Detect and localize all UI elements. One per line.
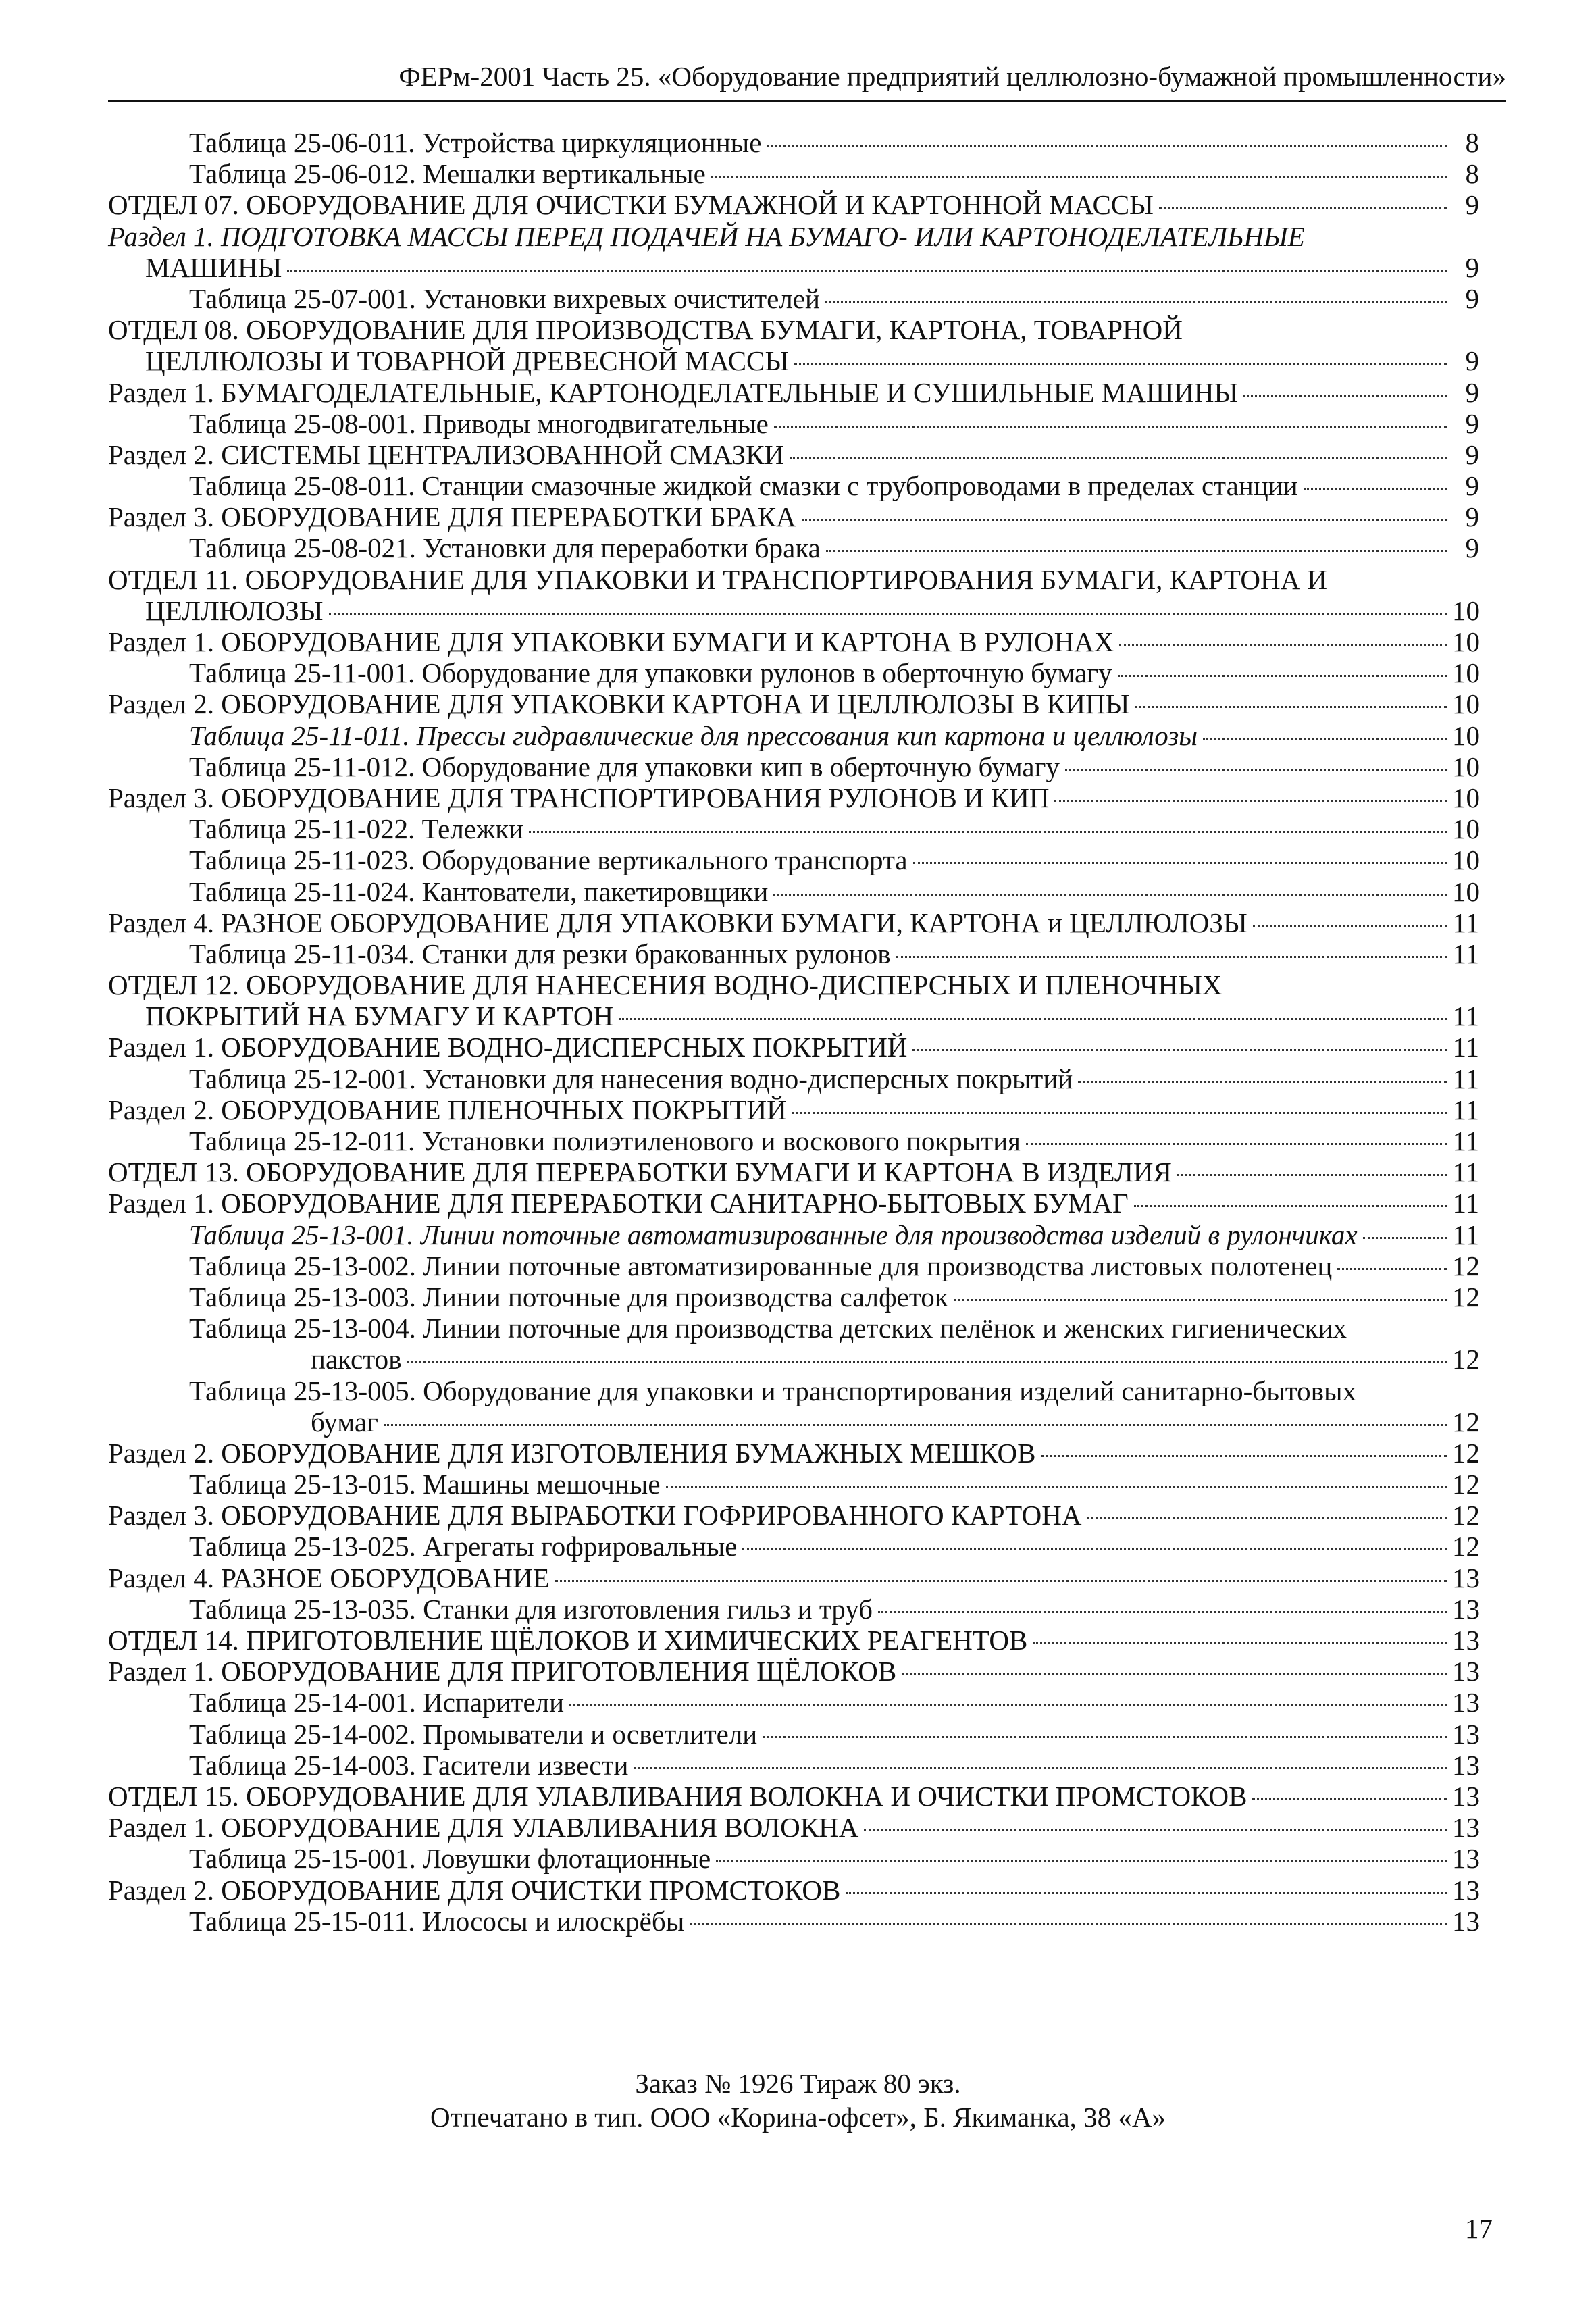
toc-entry-title: Раздел 3. ОБОРУДОВАНИЕ ДЛЯ ВЫРАБОТКИ ГОФРИРОВАННОГО КАРТОНА (108, 1500, 1082, 1531)
toc-dot-leader (529, 831, 1447, 833)
toc-dot-leader (794, 363, 1447, 365)
toc-entry (108, 1500, 1479, 1531)
toc-entry-title: Раздел 1. ОБОРУДОВАНИЕ ДЛЯ ПРИГОТОВЛЕНИЯ ЩЁЛОКОВ (108, 1656, 897, 1687)
toc-entry-title: Таблица 25-14-001. Испарители (189, 1687, 565, 1719)
toc-entry-page: 13 (1452, 1843, 1480, 1875)
toc-entry (108, 751, 1479, 782)
toc-entry (108, 657, 1479, 688)
toc-entry (108, 1438, 1479, 1469)
toc-entry-title: Таблица 25-13-025. Агрегаты гофрировальные (189, 1531, 738, 1562)
toc-entry-page: 11 (1452, 1094, 1479, 1125)
toc-entry (108, 1625, 1479, 1656)
toc-entry-title: Раздел 1. ПОДГОТОВКА МАССЫ ПЕРЕД ПОДАЧЕЙ НА БУМАГО- ИЛИ КАРТОНОДЕЛАТЕЛЬНЫЕ (108, 220, 1305, 252)
toc-entry (108, 345, 1479, 376)
toc-dot-leader (1033, 1642, 1447, 1644)
toc-entry (108, 688, 1479, 719)
toc-dot-leader (1134, 1205, 1447, 1207)
toc-entry (108, 782, 1479, 813)
toc-entry (108, 1469, 1479, 1500)
toc-entry (108, 844, 1479, 875)
toc-entry-page: 9 (1465, 438, 1479, 470)
toc-dot-leader (619, 1018, 1447, 1020)
toc-entry-page: 12 (1452, 1281, 1480, 1313)
toc-dot-leader (742, 1548, 1447, 1550)
page-number: 17 (1465, 2213, 1493, 2244)
toc-entry-page: 13 (1452, 1687, 1480, 1719)
toc-entry-page: 12 (1452, 1437, 1480, 1469)
toc-entry-page: 13 (1452, 1749, 1480, 1781)
toc-entry (108, 876, 1479, 907)
toc-entry-title: Таблица 25-08-001. Приводы многодвигательные (189, 407, 769, 439)
toc-entry (108, 907, 1479, 938)
toc-entry-title: Раздел 2. ОБОРУДОВАНИЕ ДЛЯ ОЧИСТКИ ПРОМСТОКОВ (108, 1874, 841, 1906)
toc-entry (108, 1750, 1479, 1781)
toc-entry-page: 9 (1465, 470, 1479, 502)
toc-entry (108, 1812, 1479, 1843)
toc-dot-leader (802, 519, 1447, 521)
toc-entry-title: Таблица 25-11-024. Кантователи, пакетировщики (189, 875, 769, 907)
toc-entry (108, 1906, 1479, 1937)
toc-entry-title: Раздел 1. ОБОРУДОВАНИЕ ВОДНО-ДИСПЕРСНЫХ ПОКРЫТИЙ (108, 1032, 908, 1063)
toc-dot-leader (792, 1112, 1447, 1114)
toc-entry-title: Раздел 3. ОБОРУДОВАНИЕ ДЛЯ ПЕРЕРАБОТКИ БРАКА (108, 501, 796, 533)
print-order-line: Заказ № 1926 Тираж 80 экз. (635, 2068, 961, 2099)
toc-entry-page: 9 (1465, 532, 1479, 564)
toc-entry-page: 10 (1452, 875, 1480, 907)
toc-dot-leader (790, 457, 1447, 459)
toc-entry-page: 13 (1452, 1780, 1480, 1812)
toc-entry-title: Раздел 1. ОБОРУДОВАНИЕ ДЛЯ УЛАВЛИВАНИЯ ВОЛОКНА (108, 1812, 859, 1844)
toc-dot-leader (711, 176, 1447, 178)
toc-entry (108, 252, 1479, 283)
toc-entry-title: Таблица 25-12-001. Установки для нанесения водно-дисперсных покрытий (189, 1063, 1073, 1094)
toc-entry-title: ОТДЕЛ 07. ОБОРУДОВАНИЕ ДЛЯ ОЧИСТКИ БУМАЖНОЙ И КАРТОННОЙ МАССЫ (108, 189, 1154, 221)
toc-dot-leader (912, 1049, 1447, 1051)
toc-dot-leader (1159, 207, 1447, 209)
toc-entry (108, 189, 1479, 220)
toc-entry (108, 1156, 1479, 1188)
toc-dot-leader (913, 862, 1447, 864)
toc-dot-leader (773, 894, 1447, 896)
toc-entry-title: бумаг (311, 1406, 378, 1438)
toc-dot-leader (864, 1829, 1447, 1831)
toc-entry (108, 1875, 1479, 1906)
toc-entry-page: 13 (1452, 1593, 1480, 1625)
toc-entry-title: Раздел 2. СИСТЕМЫ ЦЕНТРАЛИЗОВАННОЙ СМАЗКИ (108, 438, 785, 470)
toc-entry-title: ОТДЕЛ 15. ОБОРУДОВАНИЕ ДЛЯ УЛАВЛИВАНИЯ ВОЛОКНА И ОЧИСТКИ ПРОМСТОКОВ (108, 1780, 1247, 1812)
toc-dot-leader (846, 1892, 1447, 1894)
toc-entry (108, 1687, 1479, 1718)
toc-entry-page: 9 (1465, 251, 1479, 283)
toc-entry (108, 501, 1479, 532)
toc-entry-title: Таблица 25-13-002. Линии поточные автоматизированные для производства листовых полотенец (189, 1250, 1333, 1281)
running-header: ФЕРм-2001 Часть 25. «Оборудование предприятий целлюлозно-бумажной промышленности» (108, 53, 1506, 102)
toc-entry-page: 13 (1452, 1625, 1480, 1656)
toc-dot-leader (1054, 800, 1447, 802)
toc-dot-leader (1087, 1517, 1447, 1519)
toc-entry-page: 10 (1452, 594, 1480, 626)
toc-entry-page: 13 (1452, 1562, 1480, 1594)
toc-dot-leader (1363, 1237, 1447, 1239)
toc-entry (108, 1719, 1479, 1750)
toc-entry-title: Таблица 25-13-035. Станки для изготовления гильз и труб (189, 1593, 873, 1625)
toc-dot-leader (569, 1704, 1447, 1706)
toc-entry (108, 1562, 1479, 1594)
toc-dot-leader (1135, 706, 1447, 708)
toc-dot-leader (1337, 1268, 1447, 1270)
toc-entry-title: ОТДЕЛ 14. ПРИГОТОВЛЕНИЕ ЩЁЛОКОВ И ХИМИЧЕСКИХ РЕАГЕНТОВ (108, 1625, 1028, 1656)
toc-dot-leader (767, 145, 1447, 147)
toc-entry-title: Таблица 25-13-003. Линии поточные для производства салфеток (189, 1281, 948, 1313)
toc-entry-page: 9 (1465, 501, 1479, 533)
toc-dot-leader (1065, 769, 1447, 771)
toc-entry (108, 408, 1479, 439)
toc-dot-leader (763, 1736, 1447, 1738)
toc-dot-leader (384, 1424, 1447, 1426)
toc-entry (108, 720, 1479, 751)
toc-entry (108, 221, 1479, 252)
toc-entry-title: Раздел 1. ОБОРУДОВАНИЕ ДЛЯ ПЕРЕРАБОТКИ САНИТАРНО-БЫТОВЫХ БУМАГ (108, 1188, 1129, 1219)
toc-entry-page: 12 (1452, 1406, 1480, 1438)
toc-entry-page: 12 (1452, 1250, 1480, 1281)
toc-dot-leader (902, 1673, 1447, 1675)
toc-entry-page: 11 (1452, 1125, 1479, 1156)
toc-entry-page: 11 (1452, 1063, 1479, 1094)
toc-dot-leader (1203, 738, 1447, 740)
toc-entry (108, 1531, 1479, 1562)
toc-entry-page: 11 (1452, 938, 1479, 969)
toc-entry-page: 10 (1452, 626, 1480, 657)
toc-entry (108, 1219, 1479, 1250)
toc-dot-leader (896, 956, 1447, 958)
toc-entry (108, 1000, 1479, 1032)
toc-entry-title: Таблица 25-06-011. Устройства циркуляционные (189, 127, 762, 158)
toc-entry-title: Раздел 2. ОБОРУДОВАНИЕ ДЛЯ ИЗГОТОВЛЕНИЯ БУМАЖНЫХ МЕШКОВ (108, 1437, 1036, 1469)
toc-entry (108, 283, 1479, 314)
toc-entry (108, 1594, 1479, 1625)
toc-dot-leader (825, 301, 1447, 303)
toc-entry-page: 11 (1452, 1156, 1479, 1188)
toc-entry-page: 9 (1465, 282, 1479, 314)
toc-dot-leader (1119, 644, 1447, 646)
toc-entry (108, 314, 1479, 345)
toc-entry (108, 626, 1479, 657)
toc-entry-page: 10 (1452, 782, 1480, 813)
toc-entry-title: Раздел 4. РАЗНОЕ ОБОРУДОВАНИЕ (108, 1562, 550, 1594)
toc-entry-page: 12 (1452, 1500, 1480, 1531)
toc-entry-title: Раздел 2. ОБОРУДОВАНИЕ ДЛЯ УПАКОВКИ КАРТОНА И ЦЕЛЛЮЛОЗЫ В КИПЫ (108, 688, 1130, 720)
toc-dot-leader (1026, 1143, 1447, 1145)
toc-entry-page: 13 (1452, 1656, 1480, 1687)
toc-entry-page: 9 (1465, 189, 1479, 221)
toc-entry-title: Таблица 25-13-015. Машины мешочные (189, 1469, 661, 1500)
toc-entry-title: Таблица 25-11-034. Станки для резки бракованных рулонов (189, 938, 891, 969)
toc-entry-page: 9 (1465, 407, 1479, 439)
toc-entry-page: 11 (1452, 1000, 1479, 1032)
toc-dot-leader (690, 1923, 1447, 1925)
toc-entry (108, 1188, 1479, 1219)
toc-entry-title: ОТДЕЛ 11. ОБОРУДОВАНИЕ ДЛЯ УПАКОВКИ И ТРАНСПОРТИРОВАНИЯ БУМАГИ, КАРТОНА И (108, 563, 1328, 595)
toc-entry-page: 10 (1452, 657, 1480, 689)
toc-entry-page: 9 (1465, 376, 1479, 408)
toc-entry-title: Таблица 25-13-001. Линии поточные автоматизированные для производства изделий в рулончиках (189, 1219, 1358, 1250)
toc-entry-page: 12 (1452, 1531, 1480, 1562)
toc-dot-leader (954, 1299, 1447, 1301)
toc-entry-page: 10 (1452, 719, 1480, 751)
toc-entry-title: Таблица 25-08-011. Станции смазочные жидкой смазки с трубопроводами в пределах станции (189, 470, 1298, 502)
toc-dot-leader (555, 1580, 1447, 1582)
toc-entry (108, 938, 1479, 969)
toc-entry-page: 9 (1465, 345, 1479, 377)
toc-dot-leader (1118, 675, 1447, 677)
toc-entry-title: Раздел 4. РАЗНОЕ ОБОРУДОВАНИЕ ДЛЯ УПАКОВКИ БУМАГИ, КАРТОНА и ЦЕЛЛЮЛОЗЫ (108, 907, 1247, 938)
toc-entry-title: Таблица 25-14-003. Гасители извести (189, 1749, 629, 1781)
toc-entry-title: Таблица 25-08-021. Установки для переработки брака (189, 532, 821, 564)
toc-entry (108, 813, 1479, 844)
toc-entry-page: 10 (1452, 751, 1480, 782)
toc-entry-title: Таблица 25-11-022. Тележки (189, 813, 524, 845)
toc-entry-page: 13 (1452, 1812, 1480, 1844)
toc-entry-title: Таблица 25-06-012. Мешалки вертикальные (189, 158, 706, 190)
toc-entry (108, 1344, 1479, 1375)
toc-entry-title: ОТДЕЛ 13. ОБОРУДОВАНИЕ ДЛЯ ПЕРЕРАБОТКИ БУМАГИ И КАРТОНА В ИЗДЕЛИЯ (108, 1156, 1172, 1188)
toc-entry-title: Раздел 3. ОБОРУДОВАНИЕ ДЛЯ ТРАНСПОРТИРОВАНИЯ РУЛОНОВ И КИП (108, 782, 1050, 813)
toc-dot-leader (716, 1860, 1447, 1862)
toc-entry-title: Таблица 25-15-011. Илососы и илоскрёбы (189, 1905, 685, 1937)
toc-entry-page: 11 (1452, 1032, 1479, 1063)
toc-entry-title: ЦЕЛЛЮЛОЗЫ И ТОВАРНОЙ ДРЕВЕСНОЙ МАССЫ (145, 345, 790, 377)
toc-dot-leader (287, 270, 1447, 272)
toc-dot-leader (329, 613, 1447, 615)
toc-entry-page: 11 (1452, 907, 1479, 938)
printing-house-line: Отпечатано в тип. ООО «Корина-офсет», Б. Якиманка, 38 «А» (430, 2102, 1166, 2133)
toc-dot-leader (634, 1767, 1447, 1769)
toc-entry-title: МАШИНЫ (145, 251, 282, 283)
toc-dot-leader (1177, 1174, 1447, 1176)
toc-entry-title: Таблица 25-15-001. Ловушки флотационные (189, 1843, 711, 1875)
toc-entry (108, 1032, 1479, 1063)
toc-entry (108, 1375, 1479, 1406)
toc-dot-leader (826, 550, 1447, 552)
toc-entry (108, 1843, 1479, 1874)
toc-entry-page: 13 (1452, 1874, 1480, 1906)
toc-entry-title: пакстов (311, 1344, 402, 1375)
toc-entry (108, 595, 1479, 626)
toc-entry-page: 13 (1452, 1905, 1480, 1937)
toc-entry-page: 10 (1452, 844, 1480, 876)
toc-entry-page: 13 (1452, 1718, 1480, 1750)
toc-entry (108, 1313, 1479, 1344)
toc-dot-leader (1304, 488, 1447, 490)
toc-entry-title: Таблица 25-13-005. Оборудование для упаковки и транспортирования изделий санитарно-бытовых (189, 1375, 1357, 1406)
toc-entry (108, 564, 1479, 595)
toc-entry (108, 1125, 1479, 1156)
toc-entry (108, 1406, 1479, 1438)
toc-entry (108, 1281, 1479, 1313)
toc-entry-title: ЦЕЛЛЮЛОЗЫ (145, 594, 324, 626)
toc-dot-leader (1041, 1455, 1447, 1457)
toc-dot-leader (1253, 925, 1447, 927)
toc-entry (108, 1250, 1479, 1281)
toc-dot-leader (1252, 1798, 1447, 1800)
toc-entry-title: Таблица 25-12-011. Установки полиэтиленового и воскового покрытия (189, 1125, 1021, 1156)
toc-entry (108, 1094, 1479, 1125)
toc-dot-leader (1243, 395, 1447, 397)
toc-entry-title: Таблица 25-11-012. Оборудование для упаковки кип в оберточную бумагу (189, 751, 1060, 782)
toc-entry-page: 8 (1465, 127, 1479, 158)
toc-dot-leader (878, 1611, 1447, 1613)
toc-entry (108, 1063, 1479, 1094)
table-of-contents (108, 127, 1479, 1937)
toc-dot-leader (407, 1361, 1447, 1363)
toc-entry-page: 12 (1452, 1469, 1480, 1500)
toc-entry-page: 11 (1452, 1188, 1479, 1219)
toc-entry-page: 12 (1452, 1344, 1480, 1375)
toc-entry-title: Раздел 1. ОБОРУДОВАНИЕ ДЛЯ УПАКОВКИ БУМАГИ И КАРТОНА В РУЛОНАХ (108, 626, 1114, 657)
toc-entry-title: Раздел 2. ОБОРУДОВАНИЕ ПЛЕНОЧНЫХ ПОКРЫТИЙ (108, 1094, 787, 1125)
toc-entry (108, 969, 1479, 1000)
toc-entry-page: 10 (1452, 813, 1480, 845)
toc-entry-title: Таблица 25-11-023. Оборудование вертикального транспорта (189, 844, 908, 876)
toc-entry (108, 127, 1479, 158)
toc-entry (108, 439, 1479, 470)
toc-dot-leader (774, 426, 1447, 428)
toc-dot-leader (666, 1486, 1447, 1488)
toc-dot-leader (1078, 1081, 1447, 1083)
toc-entry (108, 1781, 1479, 1812)
toc-entry-title: Таблица 25-11-011. Прессы гидравлические для прессования кип картона и целлюлозы (189, 719, 1198, 751)
toc-entry-title: ОТДЕЛ 08. ОБОРУДОВАНИЕ ДЛЯ ПРОИЗВОДСТВА БУМАГИ, КАРТОНА, ТОВАРНОЙ (108, 314, 1183, 346)
toc-entry-title: ОТДЕЛ 12. ОБОРУДОВАНИЕ ДЛЯ НАНЕСЕНИЯ ВОДНО-ДИСПЕРСНЫХ И ПЛЕНОЧНЫХ (108, 969, 1222, 1001)
toc-entry (108, 470, 1479, 501)
toc-entry-title: Таблица 25-11-001. Оборудование для упаковки рулонов в оберточную бумагу (189, 657, 1112, 689)
toc-entry-page: 11 (1452, 1219, 1479, 1250)
toc-entry-title: Таблица 25-13-004. Линии поточные для производства детских пелёнок и женских гигиенических (189, 1313, 1347, 1344)
toc-entry-title: Раздел 1. БУМАГОДЕЛАТЕЛЬНЫЕ, КАРТОНОДЕЛАТЕЛЬНЫЕ И СУШИЛЬНЫЕ МАШИНЫ (108, 376, 1239, 408)
toc-entry-title: ПОКРЫТИЙ НА БУМАГУ И КАРТОН (145, 1000, 614, 1032)
toc-entry-page: 8 (1465, 158, 1479, 190)
toc-entry-title: Таблица 25-14-002. Промыватели и осветлители (189, 1718, 758, 1750)
toc-entry (108, 158, 1479, 189)
toc-entry-page: 10 (1452, 688, 1480, 720)
toc-entry (108, 532, 1479, 563)
toc-entry (108, 377, 1479, 408)
toc-entry (108, 1656, 1479, 1687)
toc-entry-title: Таблица 25-07-001. Установки вихревых очистителей (189, 282, 820, 314)
